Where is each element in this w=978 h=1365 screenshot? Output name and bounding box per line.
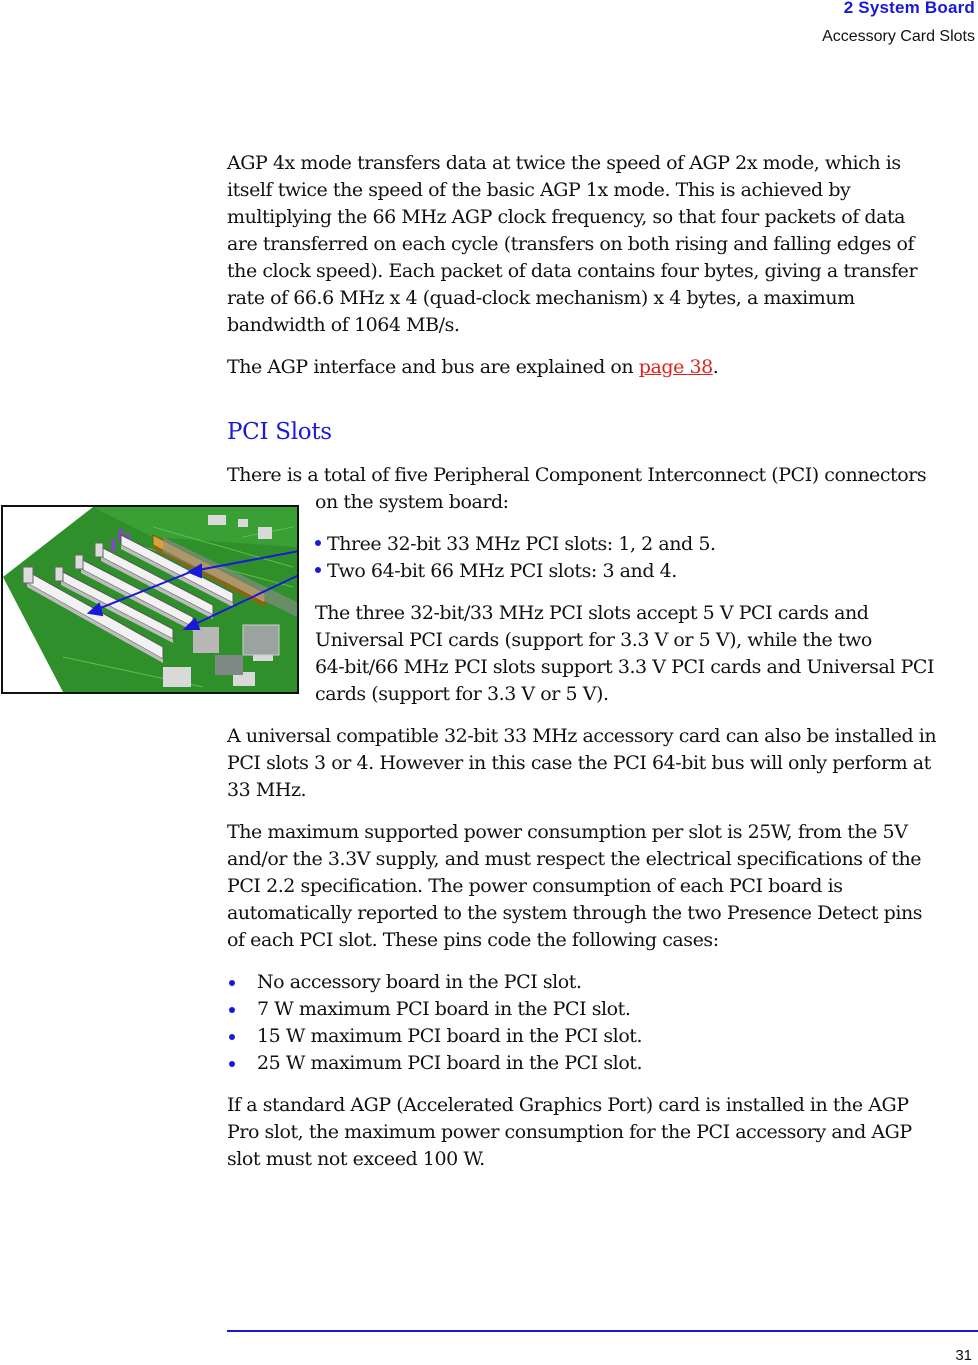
text-line: cards (support for 3.3 V or 5 V). xyxy=(315,683,609,705)
bullet-icon xyxy=(229,980,235,986)
text-line: PCI 2.2 specification. The power consumption of each PCI board is xyxy=(227,875,843,897)
list-item-text: 25 W maximum PCI board in the PCI slot. xyxy=(257,1052,643,1074)
text-line: multiplying the 66 MHz AGP clock frequency, so that four packets of data xyxy=(227,206,906,228)
text-line: If a standard AGP (Accelerated Graphics Port) card is installed in the AGP xyxy=(227,1094,909,1116)
text-line: itself twice the speed of the basic AGP 1x mode. This is achieved by xyxy=(227,179,851,201)
text-line: and/or the 3.3V supply, and must respect the electrical specifications of the xyxy=(227,848,922,870)
list-item-text: No accessory board in the PCI slot. xyxy=(257,971,582,993)
bullet-icon xyxy=(315,567,321,573)
page-number: 31 xyxy=(955,1347,972,1364)
text-line: 33 MHz. xyxy=(227,779,307,801)
text-line: The three 32-bit/33 MHz PCI slots accept 5 V PCI cards and xyxy=(315,602,869,624)
chip xyxy=(243,625,279,655)
text-line: on the system board: xyxy=(315,491,509,513)
text-line: of each PCI slot. These pins code the following cases: xyxy=(227,929,719,951)
slot-bullet xyxy=(315,531,716,558)
chapter-header: 2 System Board xyxy=(843,0,975,17)
system-board-illustration xyxy=(3,507,297,692)
text-line: Universal PCI cards (support for 3.3 V or 5 V), while the two xyxy=(315,629,872,651)
page-38-link[interactable]: page 38 xyxy=(638,356,713,378)
text-line: rate of 66.6 MHz x 4 (quad-clock mechanism) x 4 bytes, a maximum xyxy=(227,287,855,309)
slot-bullet-text: Two 64-bit 66 MHz PCI slots: 3 and 4. xyxy=(327,560,677,582)
agp-reference-end: . xyxy=(712,356,719,378)
agp-reference xyxy=(227,354,718,381)
text-line: Pro slot, the maximum power consumption for the PCI accessory and AGP xyxy=(227,1121,912,1143)
text-line: A universal compatible 32-bit 33 MHz accessory card can also be installed in xyxy=(227,725,937,747)
bullet-icon xyxy=(229,1034,235,1040)
pci-slots-figure xyxy=(1,505,299,694)
text-line: slot must not exceed 100 W. xyxy=(227,1148,485,1170)
text-line: AGP 4x mode transfers data at twice the speed of AGP 2x mode, which is xyxy=(227,152,901,174)
text-line: automatically reported to the system through the two Presence Detect pins xyxy=(227,902,923,924)
bullet-icon xyxy=(315,540,321,546)
agp-reference-text: The AGP interface and bus are explained on xyxy=(227,356,639,378)
text-line: are transferred on each cycle (transfers on both rising and falling edges of xyxy=(227,233,915,255)
list-item-text: 7 W maximum PCI board in the PCI slot. xyxy=(257,998,631,1020)
footer-rule xyxy=(227,1330,978,1332)
text-line: bandwidth of 1064 MB/s. xyxy=(227,314,460,336)
slot-bullet-text: Three 32-bit 33 MHz PCI slots: 1, 2 and 5. xyxy=(327,533,716,555)
text-line: the clock speed). Each packet of data contains four bytes, giving a transfer xyxy=(227,260,918,282)
chip xyxy=(215,655,243,675)
text-line: There is a total of five Peripheral Component Interconnect (PCI) connectors xyxy=(227,464,927,486)
text-line: PCI slots 3 or 4. However in this case the PCI 64-bit bus will only perform at xyxy=(227,752,931,774)
chip xyxy=(193,627,219,653)
slot-bullet xyxy=(315,558,677,585)
text-line: 64-bit/66 MHz PCI slots support 3.3 V PCI cards and Universal PCI xyxy=(315,656,935,678)
list-item-text: 15 W maximum PCI board in the PCI slot. xyxy=(257,1025,643,1047)
pci-slots-heading: PCI Slots xyxy=(227,419,332,445)
text-line: The maximum supported power consumption per slot is 25W, from the 5V xyxy=(227,821,908,843)
bullet-icon xyxy=(229,1061,235,1067)
bullet-icon xyxy=(229,1007,235,1013)
section-header: Accessory Card Slots xyxy=(822,28,975,45)
